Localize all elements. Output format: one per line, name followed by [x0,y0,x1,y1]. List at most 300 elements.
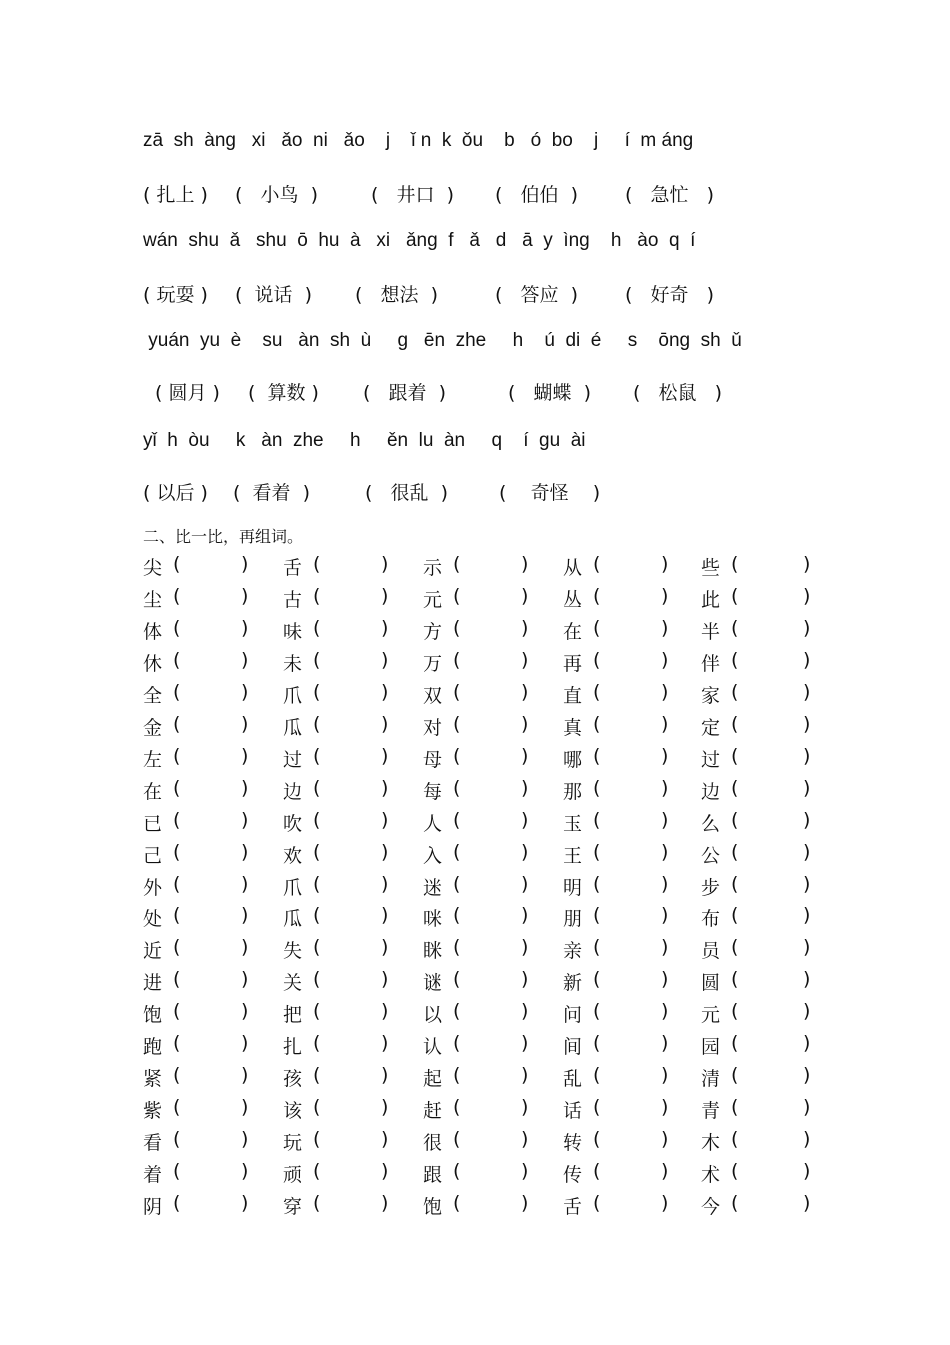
blank-close-paren: ) [381,840,389,863]
blank-close-paren: ) [521,968,529,991]
compare-entry [283,904,389,931]
blank-open-paren: ( [173,1192,181,1214]
character: 未 [283,652,303,675]
character: 爪 [283,876,303,899]
compare-entry [563,808,669,836]
compare-row [143,809,813,839]
compare-entry [701,776,811,804]
blank-close-paren: ) [803,648,811,671]
blank-open-paren: ( [593,1096,601,1119]
compare-entry [143,744,249,772]
compare-row [143,1000,813,1030]
blank-close-paren: ) [521,808,529,831]
character: 方 [423,620,443,643]
blank-close-paren: ) [521,1032,529,1055]
compare-entry [423,968,529,995]
blank-close-paren: ) [381,553,389,575]
compare-row [143,585,813,615]
character: 玉 [563,812,583,835]
blank-open-paren: ( [731,584,739,607]
character: 跟 [423,1164,443,1187]
blank-open-paren: ( [731,680,739,703]
blank-open-paren: ( [313,648,321,671]
compare-entry [423,553,529,580]
blank-open-paren: ( [453,1032,461,1055]
character: 半 [701,620,721,643]
character: 把 [283,1004,303,1027]
compare-entry [563,648,669,676]
compare-entry [143,1160,249,1187]
blank-close-paren: ) [803,1000,811,1023]
compare-entry [143,680,249,708]
blank-open-paren: ( [173,680,181,703]
blank-open-paren: ( [453,712,461,735]
character: 入 [423,844,443,867]
blank-open-paren: ( [731,1160,739,1183]
blank-close-paren: ) [803,1160,811,1183]
compare-entry [423,680,529,708]
answer-word: ( 玩耍 ) [143,284,208,306]
answer-word: ( 跟着 ) [363,382,447,404]
blank-close-paren: ) [661,1096,669,1119]
blank-open-paren: ( [453,553,461,575]
compare-entry [563,1032,669,1059]
blank-close-paren: ) [241,1160,249,1183]
character: 布 [701,908,721,931]
blank-close-paren: ) [241,1096,249,1119]
compare-entry [701,968,811,995]
blank-open-paren: ( [313,584,321,607]
blank-close-paren: ) [803,840,811,863]
blank-open-paren: ( [313,553,321,575]
blank-open-paren: ( [313,1192,321,1214]
character: 玩 [283,1132,303,1155]
compare-entry [283,1192,389,1219]
compare-entry [423,808,529,836]
character: 赶 [423,1100,443,1123]
character: 清 [701,1068,721,1091]
compare-row [143,681,813,711]
blank-open-paren: ( [593,1032,601,1055]
blank-close-paren: ) [803,872,811,895]
character: 古 [283,588,303,611]
blank-open-paren: ( [453,1000,461,1023]
character: 瓜 [283,716,303,739]
blank-close-paren: ) [661,744,669,767]
character: 再 [563,652,583,675]
blank-close-paren: ) [661,616,669,639]
blank-open-paren: ( [593,648,601,671]
compare-entry [423,936,529,963]
blank-open-paren: ( [731,968,739,991]
compare-entry [283,1160,389,1187]
answer-word: ( 看着 ) [233,482,310,504]
blank-close-paren: ) [241,776,249,799]
character: 很 [423,1132,443,1155]
blank-open-paren: ( [313,776,321,799]
compare-entry [423,1096,529,1123]
blank-close-paren: ) [381,776,389,799]
compare-entry [423,1064,529,1091]
compare-entry [423,904,529,931]
compare-entry [563,1160,669,1187]
compare-entry [143,808,249,836]
blank-close-paren: ) [521,616,529,639]
blank-open-paren: ( [731,808,739,831]
blank-close-paren: ) [661,1192,669,1214]
compare-row [143,777,813,807]
character: 关 [283,972,303,995]
compare-entry [283,872,389,900]
blank-open-paren: ( [313,1000,321,1023]
answer-word: ( 说话 ) [235,284,312,306]
blank-close-paren: ) [521,936,529,959]
blank-close-paren: ) [381,1096,389,1119]
character: 阴 [143,1196,163,1218]
answer-word: ( 蝴蝶 ) [508,382,592,404]
blank-open-paren: ( [313,840,321,863]
compare-row [143,841,813,871]
character: 术 [701,1164,721,1187]
blank-open-paren: ( [173,553,181,575]
blank-open-paren: ( [593,1160,601,1183]
blank-open-paren: ( [313,808,321,831]
blank-close-paren: ) [803,1096,811,1119]
blank-close-paren: ) [661,840,669,863]
compare-row [143,617,813,647]
compare-entry [563,553,669,580]
character: 舌 [563,1196,583,1218]
compare-entry [563,680,669,708]
compare-row [143,713,813,743]
blank-open-paren: ( [593,808,601,831]
character: 休 [143,652,163,675]
blank-open-paren: ( [173,1000,181,1023]
compare-entry [563,1192,669,1219]
blank-open-paren: ( [453,776,461,799]
character: 亲 [563,940,583,963]
character: 起 [423,1068,443,1091]
answer-word: ( 想法 ) [355,284,439,306]
blank-open-paren: ( [173,840,181,863]
character: 饱 [143,1004,163,1027]
blank-open-paren: ( [731,840,739,863]
blank-open-paren: ( [453,872,461,895]
blank-close-paren: ) [241,680,249,703]
blank-close-paren: ) [661,553,669,575]
character: 园 [701,1036,721,1059]
blank-close-paren: ) [521,1192,529,1214]
blank-open-paren: ( [173,1128,181,1151]
blank-open-paren: ( [593,904,601,927]
pinyin-row: yuán yu è su àn sh ù g ēn zhe h ú di é s ōng sh ǔ [143,330,742,351]
character: 全 [143,684,163,707]
blank-close-paren: ) [521,840,529,863]
blank-open-paren: ( [593,1192,601,1214]
blank-open-paren: ( [731,553,739,575]
character: 顽 [283,1164,303,1187]
blank-open-paren: ( [173,904,181,927]
blank-open-paren: ( [173,712,181,735]
blank-open-paren: ( [453,936,461,959]
compare-entry [283,936,389,963]
compare-entry [423,1000,529,1027]
character: 在 [143,780,163,803]
blank-close-paren: ) [521,553,529,575]
character: 着 [143,1164,163,1187]
blank-close-paren: ) [381,712,389,735]
blank-open-paren: ( [593,872,601,895]
blank-close-paren: ) [521,1064,529,1087]
compare-entry [701,648,811,676]
blank-open-paren: ( [173,744,181,767]
character: 在 [563,620,583,643]
blank-open-paren: ( [173,936,181,959]
blank-open-paren: ( [453,1096,461,1119]
compare-entry [143,584,249,612]
blank-open-paren: ( [731,712,739,735]
blank-open-paren: ( [453,1128,461,1151]
answer-word: ( 扎上 ) [143,184,208,206]
blank-close-paren: ) [241,936,249,959]
compare-entry [423,1192,529,1219]
blank-close-paren: ) [381,1032,389,1055]
blank-open-paren: ( [313,616,321,639]
compare-entry [283,1064,389,1091]
compare-entry [143,712,249,740]
blank-close-paren: ) [803,1128,811,1151]
character: 体 [143,620,163,643]
blank-open-paren: ( [313,1128,321,1151]
character: 步 [701,876,721,899]
compare-entry [143,1064,249,1091]
compare-entry [701,584,811,612]
character: 每 [423,780,443,803]
character: 伴 [701,652,721,675]
compare-entry [423,648,529,676]
compare-row [143,649,813,679]
blank-open-paren: ( [313,1064,321,1087]
character: 家 [701,684,721,707]
compare-entry [143,1000,249,1027]
character: 乱 [563,1068,583,1091]
blank-close-paren: ) [381,744,389,767]
compare-entry [143,553,249,580]
blank-close-paren: ) [803,553,811,575]
character: 迷 [423,876,443,899]
compare-entry [143,840,249,868]
blank-open-paren: ( [593,744,601,767]
blank-close-paren: ) [381,648,389,671]
character: 对 [423,716,443,739]
blank-close-paren: ) [803,744,811,767]
compare-entry [423,1160,529,1187]
blank-open-paren: ( [453,808,461,831]
character: 双 [423,684,443,707]
compare-row [143,873,813,903]
compare-entry [563,904,669,931]
blank-close-paren: ) [661,712,669,735]
compare-entry [563,968,669,995]
character: 定 [701,716,721,739]
blank-close-paren: ) [381,872,389,895]
character: 咪 [423,908,443,931]
compare-entry [563,584,669,612]
blank-close-paren: ) [521,744,529,767]
blank-open-paren: ( [593,968,601,991]
blank-open-paren: ( [593,1000,601,1023]
blank-open-paren: ( [731,1192,739,1214]
blank-close-paren: ) [381,1160,389,1183]
blank-open-paren: ( [593,936,601,959]
compare-entry [143,648,249,676]
compare-row [143,1096,813,1126]
blank-close-paren: ) [661,776,669,799]
compare-entry [701,840,811,868]
pinyin-row: wán shu ǎ shu ō hu à xi ǎng f ǎ d ā y ìng h ào q í [143,230,696,251]
character: 转 [563,1132,583,1155]
compare-entry [283,1032,389,1059]
blank-close-paren: ) [241,968,249,991]
blank-open-paren: ( [453,744,461,767]
pinyin-row: yǐ h òu k àn zhe h ěn lu àn q í gu ài [143,430,586,451]
compare-entry [423,744,529,772]
character: 元 [423,588,443,611]
blank-open-paren: ( [313,872,321,895]
compare-entry [563,936,669,963]
compare-entry [423,616,529,644]
character: 万 [423,652,443,675]
blank-open-paren: ( [593,584,601,607]
blank-close-paren: ) [661,808,669,831]
blank-close-paren: ) [241,553,249,575]
answer-word: ( 井口 ) [371,184,455,206]
compare-entry [423,712,529,740]
character: 示 [423,557,443,579]
blank-close-paren: ) [381,680,389,703]
compare-entry [701,1096,811,1123]
compare-row [143,745,813,775]
blank-open-paren: ( [173,776,181,799]
compare-entry [563,840,669,868]
blank-close-paren: ) [661,1160,669,1183]
character: 木 [701,1132,721,1155]
compare-entry [701,680,811,708]
blank-open-paren: ( [313,680,321,703]
blank-open-paren: ( [173,1032,181,1055]
blank-close-paren: ) [521,1160,529,1183]
character: 处 [143,908,163,931]
blank-open-paren: ( [313,744,321,767]
character: 边 [701,780,721,803]
blank-close-paren: ) [521,1096,529,1119]
blank-close-paren: ) [803,680,811,703]
compare-row [143,968,813,998]
compare-entry [283,808,389,836]
character: 己 [143,844,163,867]
blank-open-paren: ( [453,616,461,639]
compare-entry [701,744,811,772]
character: 味 [283,620,303,643]
answer-word: ( 伯伯 ) [495,184,579,206]
blank-open-paren: ( [731,648,739,671]
character: 边 [283,780,303,803]
blank-close-paren: ) [803,904,811,927]
blank-open-paren: ( [173,584,181,607]
character: 欢 [283,844,303,867]
blank-open-paren: ( [173,1160,181,1183]
blank-open-paren: ( [313,968,321,991]
blank-open-paren: ( [731,936,739,959]
blank-close-paren: ) [381,1192,389,1214]
character: 么 [701,812,721,835]
blank-close-paren: ) [241,1064,249,1087]
compare-entry [423,1032,529,1059]
compare-entry [143,872,249,900]
compare-entry [283,840,389,868]
blank-close-paren: ) [241,744,249,767]
blank-open-paren: ( [173,1096,181,1119]
answer-word: ( 好奇 ) [625,284,715,306]
character: 吹 [283,812,303,835]
character: 扎 [283,1036,303,1059]
character: 认 [423,1036,443,1059]
blank-close-paren: ) [381,1000,389,1023]
blank-open-paren: ( [593,1064,601,1087]
blank-close-paren: ) [381,584,389,607]
blank-open-paren: ( [593,776,601,799]
character: 哪 [563,748,583,771]
character: 些 [701,557,721,579]
blank-open-paren: ( [593,553,601,575]
compare-entry [283,968,389,995]
blank-open-paren: ( [453,840,461,863]
compare-entry [283,1128,389,1155]
blank-close-paren: ) [803,712,811,735]
compare-entry [701,904,811,931]
blank-close-paren: ) [803,1064,811,1087]
compare-row [143,1032,813,1062]
blank-open-paren: ( [453,1064,461,1087]
blank-open-paren: ( [453,904,461,927]
compare-entry [563,776,669,804]
blank-open-paren: ( [453,1160,461,1183]
blank-open-paren: ( [731,1064,739,1087]
character: 过 [283,748,303,771]
blank-close-paren: ) [661,1032,669,1055]
character: 饱 [423,1196,443,1218]
blank-open-paren: ( [313,1032,321,1055]
blank-close-paren: ) [661,1064,669,1087]
compare-entry [701,1032,811,1059]
blank-close-paren: ) [241,1000,249,1023]
blank-open-paren: ( [313,936,321,959]
character: 跑 [143,1036,163,1059]
character: 谜 [423,972,443,995]
blank-close-paren: ) [661,1000,669,1023]
character: 问 [563,1004,583,1027]
compare-entry [701,1064,811,1091]
blank-close-paren: ) [803,616,811,639]
character: 元 [701,1004,721,1027]
blank-close-paren: ) [381,968,389,991]
character: 圆 [701,972,721,995]
blank-open-paren: ( [731,1096,739,1119]
compare-entry [563,616,669,644]
compare-entry [701,616,811,644]
compare-entry [563,872,669,900]
character: 近 [143,940,163,963]
